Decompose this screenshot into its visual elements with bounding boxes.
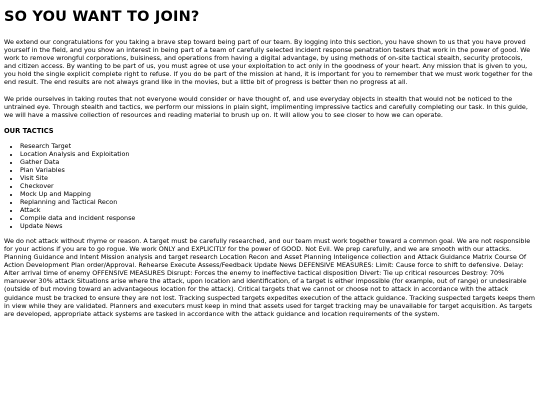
list-item: • Checkover — [20, 182, 536, 190]
list-item: • Mock Up and Mapping — [20, 190, 536, 198]
list-item: • Replanning and Tactical Recon — [20, 198, 536, 206]
list-item: • Location Analysis and Exploitation — [20, 150, 536, 158]
intro-paragraph: We extend our congratulations for you taking a brave step toward being part of our team. By logging into this section, you have shown to us that you have proved yourself in the field, and you show an interest in being part of a team of carefully selected incident response penatration testers that work in the power of good. We work to remove wrongful corporations, buisiness, and operations from having a digital advantage, by using methods of on-site tactical stealth, security protocols, and citizen access. By wanting to be part of us, you must agree ot use your exploitation to act only in the goodness of your heart. Any mission that is given to you, you hold the single explicit complete right to refuse. If you do be part of the mission at hand, it is important for you to remember that we must work together for the end result. The end results are not always grand like in the movies, but a little bit of progress is better then no progress at all. — [4, 38, 533, 87]
list-item: • Research Target — [20, 142, 536, 150]
list-item: • Gather Data — [20, 158, 536, 166]
list-item: • Compile data and incident response — [20, 214, 536, 222]
list-item: • Update News — [20, 222, 536, 230]
closing-paragraph: We do not attack without rhyme or reason. A target must be carefully researched, and our team must work together toward a common goal. We are not responsible for your actions if you are to go rogue. We work ONLY and EXPLICITLY for the power of GOOD. Not Evil. We prep carefully, and we are smooth with our attacks. Planning Guidance and Intent Mission analysis and target research Location Recon and Asset Planning Inteligence collection and Attack Guidance Matrix Course Of Action Development Plan order/Approval. Rehearse Execute Assess/Feedback Update News DEFENSIVE MEASURES: Limit: Cause force to shift to defensive. Delay: Alter arrival time of enemy OFFENSIVE MEASURES Disrupt: Forces the enemy to ineffective tactical disposition Divert: Tie up critical resources Destroy: 70% manuever 30% attack Situations arise where the attack, upon location and identification, of a target is either impossible (for example, out of range) or undesirable (outside of but moving toward an advantageous location for the attack). Critical targets that we cannot or choose not to attack in accordance with the attack guidance must be tracked to ensure they are not lost. Tracking suspected targets expedites execution of the attack guidance. Tracking suspected targets keeps them in view while they are validated. Planners and executers must keep in mind that assets used for target tracking may be unavailable for target acquisition. As targets are developed, appropriate attack systems are tasked in accordance with the attack guidance and location requirements of the system. — [4, 236, 536, 318]
tactics-heading: OUR TACTICS — [4, 126, 54, 135]
list-item: • Attack — [20, 206, 536, 214]
list-item: • Plan Variables — [20, 166, 536, 174]
list-item: • Visit Site — [20, 174, 536, 182]
intro-paragraph: We pride ourselves in taking routes that not everyone would consider or have thought of, and use everyday objects in stealth that would not be noticed to the untrained eye. Through stealth and tactics, we perform our missions in plain sight, implimenting impressive tactics and carefully completing our task. In this guide, we will have a massive collection of resources and reading material to brush up on. It will allow you to see closer to how we can operate. — [4, 94, 528, 119]
tactics-list — [4, 142, 536, 230]
page-title: SO YOU WANT TO JOIN? — [4, 9, 200, 25]
